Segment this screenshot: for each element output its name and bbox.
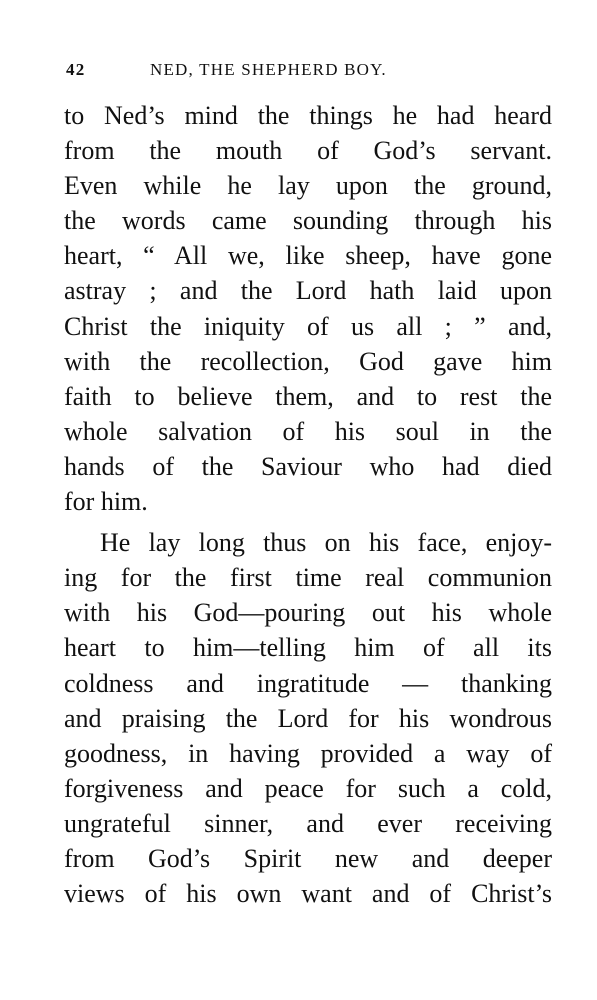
text-line: goodness, in having provided a way of	[64, 738, 552, 768]
text-line: whole salvation of his soul in the	[64, 416, 552, 446]
text-line: heart, “ All we, like sheep, have gone	[64, 241, 552, 271]
text-line: and praising the Lord for his wondrous	[64, 703, 552, 733]
text-line: ungrateful sinner, and ever receiving	[64, 808, 552, 838]
text-line: astray ; and the Lord hath laid upon	[64, 276, 552, 306]
text-line: views of his own want and of Christ’s	[64, 879, 552, 909]
paragraph-1	[64, 98, 552, 519]
text-line: ing for the first time real communion	[64, 563, 552, 593]
text-line: hands of the Saviour who had died	[64, 451, 552, 481]
text-line: forgiveness and peace for such a cold,	[64, 773, 552, 803]
text-line: heart to him—telling him of all its	[64, 633, 552, 663]
text-line: for him.	[64, 487, 148, 517]
text-line: from the mouth of God’s servant.	[64, 136, 552, 166]
running-title: NED, THE SHEPHERD BOY.	[150, 60, 387, 79]
page-number: 42	[66, 60, 86, 79]
text-line: He lay long thus on his face, enjoy-	[100, 528, 552, 558]
text-line: coldness and ingratitude — thanking	[64, 668, 552, 698]
text-line: to Ned’s mind the things he had heard	[64, 101, 552, 130]
text-line: faith to believe them, and to rest the	[64, 381, 552, 411]
paragraph-2	[64, 525, 552, 911]
text-line: from God’s Spirit new and deeper	[64, 843, 552, 873]
body-text	[64, 98, 552, 911]
text-line: Christ the iniquity of us all ; ” and,	[64, 311, 552, 341]
text-line: Even while he lay upon the ground,	[64, 171, 552, 201]
text-line: with the recollection, God gave him	[64, 346, 552, 376]
running-head	[66, 60, 552, 86]
text-line: the words came sounding through his	[64, 206, 552, 236]
text-line: with his God—pouring out his whole	[64, 598, 552, 628]
